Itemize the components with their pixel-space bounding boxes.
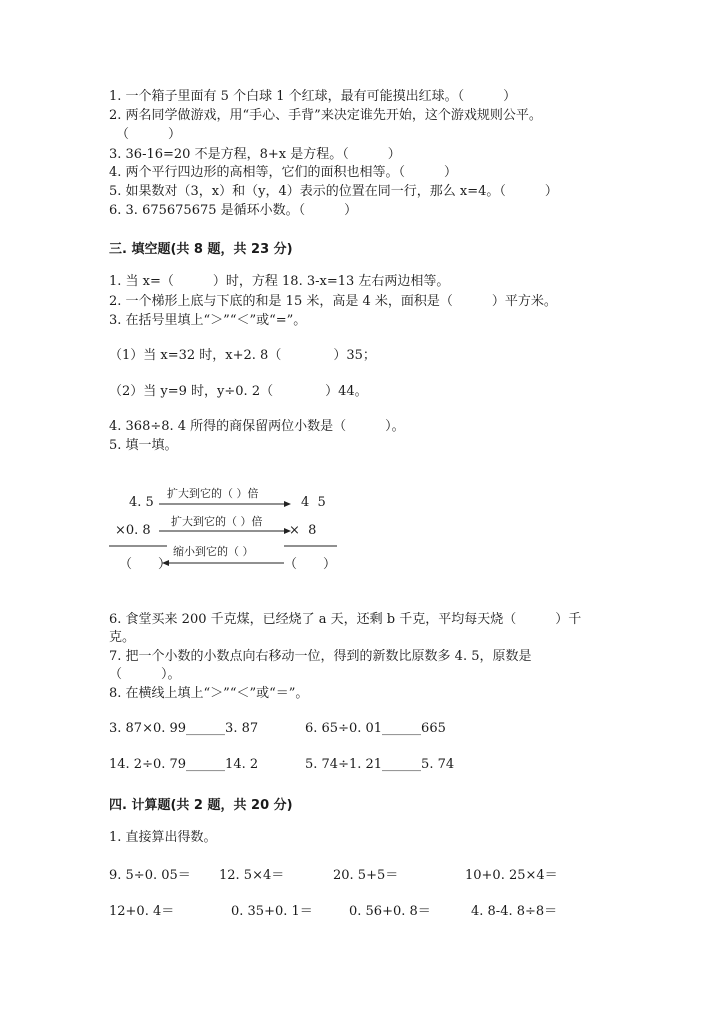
fill-q1: 1. 当 x=（ ）时，方程 18. 3-x=13 左右两边相等。 [109, 274, 450, 289]
fill-q3: 3. 在括号里填上“＞”“＜”或“=”。 [109, 313, 307, 328]
diagram-label-1: 扩大到它的（ ）倍 [167, 487, 259, 500]
judge-item-2: 2. 两名同学做游戏，用“手心、手背”来决定谁先开始，这个游戏规则公平。 [109, 108, 542, 123]
fill-q6-cont: 克。 [109, 630, 136, 645]
calc-8: 4. 8-4. 8÷8＝ [471, 904, 558, 919]
judge-item-5: 5. 如果数对（3，x）和（y，4）表示的位置在同一行，那么 x=4。（ ） [109, 184, 558, 199]
fill-q4: 4. 368÷8. 4 所得的商保留两位小数是（ ）。 [109, 419, 405, 434]
section3-title: 三. 填空题(共 8 题，共 23 分) [109, 242, 293, 257]
calc-1: 9. 5÷0. 05＝ [109, 868, 191, 883]
diagram-num-3: ×0. 8 [115, 523, 151, 538]
compare-4: 5. 74÷1. 21______5. 74 [305, 757, 455, 772]
fill-q5: 5. 填一填。 [109, 438, 178, 453]
fill-diagram [109, 485, 349, 575]
diagram-num-4: × 8 [289, 523, 317, 538]
compare-2: 6. 65÷0. 01______665 [305, 721, 446, 736]
calc-q1: 1. 直接算出得数。 [109, 830, 217, 845]
diagram-label-2: 扩大到它的（ ）倍 [171, 515, 263, 528]
diagram-num-2: 4 5 [301, 495, 326, 510]
compare-1: 3. 87×0. 99______3. 87 [109, 721, 259, 736]
fill-q2: 2. 一个梯形上底与下底的和是 15 米，高是 4 米，面积是（ ）平方米。 [109, 294, 557, 309]
fill-q7: 7. 把一个小数的小数点向右移动一位，得到的新数比原数多 4. 5，原数是 [109, 649, 532, 664]
diagram-num-6: （ ） [284, 557, 337, 572]
diagram-num-5: （ ） [119, 557, 172, 572]
calc-2: 12. 5×4＝ [219, 868, 285, 883]
compare-3: 14. 2÷0. 79______14. 2 [109, 757, 259, 772]
calc-7: 0. 56+0. 8＝ [349, 904, 431, 919]
calc-6: 0. 35+0. 1＝ [231, 904, 313, 919]
calc-5: 12+0. 4＝ [109, 904, 175, 919]
diagram-num-1: 4. 5 [129, 495, 154, 510]
calc-3: 20. 5+5＝ [333, 868, 399, 883]
judge-item-6: 6. 3. 675675675 是循环小数。（ ） [109, 203, 358, 218]
fill-q6: 6. 食堂买来 200 千克煤，已经烧了 a 天，还剩 b 千克，平均每天烧（ ）千 [109, 612, 582, 627]
diagram-label-3: 缩小到它的（ ） [173, 545, 254, 558]
judge-item-3: 3. 36-16=20 不是方程，8+x 是方程。（ ） [109, 147, 401, 162]
judge-item-1: 1. 一个箱子里面有 5 个白球 1 个红球，最有可能摸出红球。（ ） [109, 89, 517, 104]
calc-4: 10+0. 25×4＝ [465, 868, 558, 883]
fill-q7-cont: （ ）。 [109, 667, 181, 682]
judge-item-4: 4. 两个平行四边形的高相等，它们的面积也相等。（ ） [109, 165, 458, 180]
section4-title: 四. 计算题(共 2 题，共 20 分) [109, 798, 293, 813]
judge-item-2-answer: （ ） [116, 127, 182, 142]
fill-q8: 8. 在横线上填上“＞”“＜”或“＝”。 [109, 686, 309, 701]
fill-q3a: （1）当 x=32 时，x+2. 8（ ）35； [109, 348, 376, 363]
fill-q3b: （2）当 y=9 时，y÷0. 2（ ）44。 [109, 384, 368, 399]
